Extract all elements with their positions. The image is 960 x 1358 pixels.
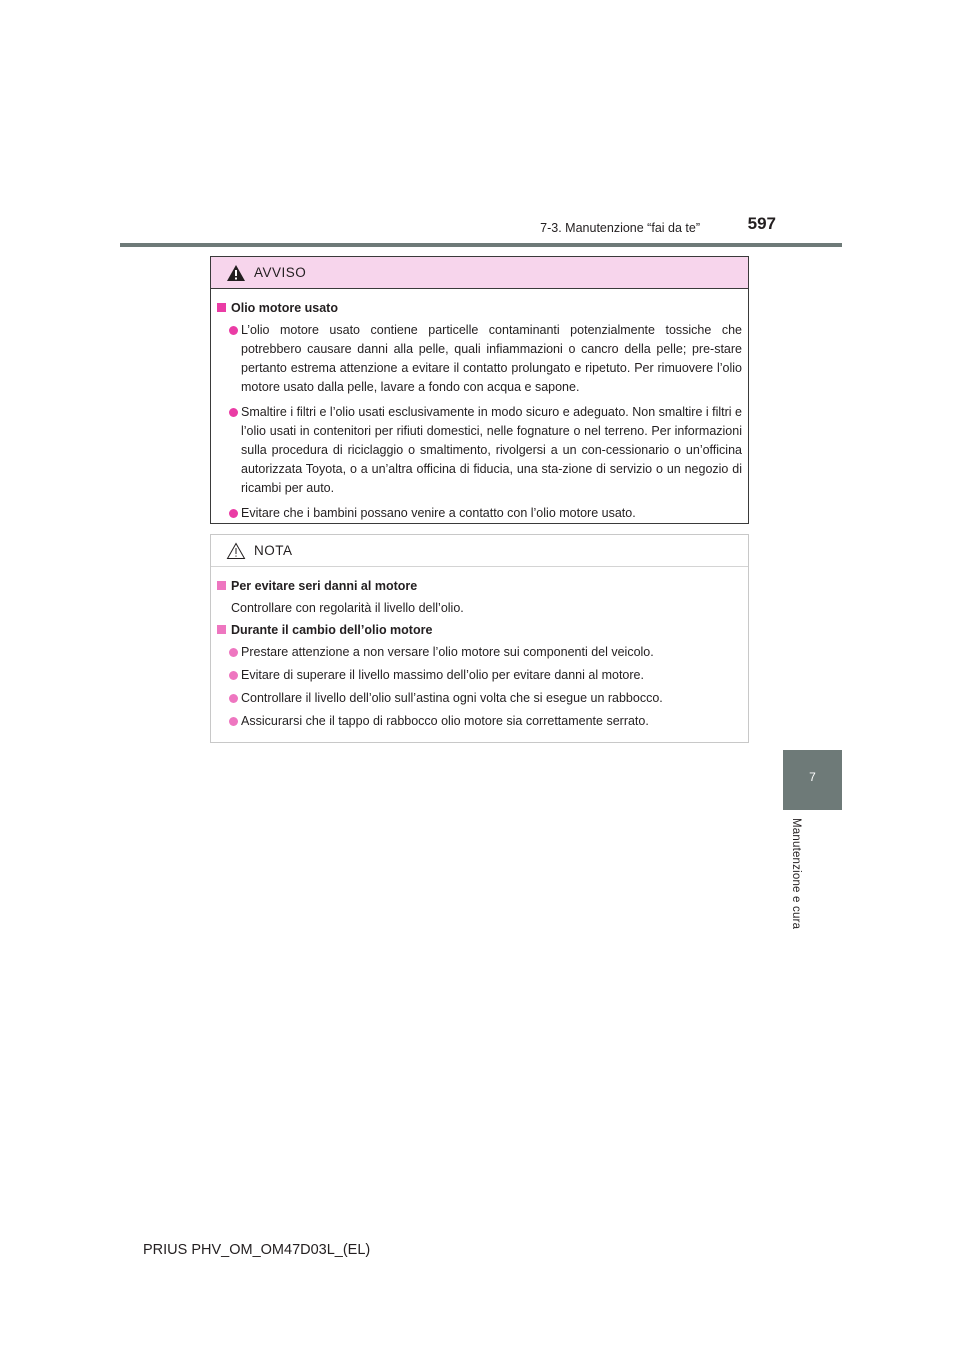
note-heading-text: Durante il cambio dell’olio motore (231, 623, 433, 637)
list-item (217, 504, 742, 523)
warning-heading (217, 299, 742, 318)
note-text: Controllare con regolarità il livello dell’olio. (231, 601, 464, 615)
section-title: 7-3. Manutenzione “fai da te” (540, 221, 700, 235)
round-bullet-icon (229, 326, 238, 335)
warning-box (210, 256, 749, 524)
chapter-number: 7 (809, 770, 816, 784)
list-item (217, 712, 742, 731)
chapter-label: Manutenzione e cura (790, 818, 802, 930)
caution-triangle-outline-icon (226, 542, 246, 560)
note-heading-1 (217, 577, 742, 596)
round-bullet-icon (229, 694, 238, 703)
note-title: NOTA (254, 543, 293, 558)
note-heading-text: Per evitare seri danni al motore (231, 579, 418, 593)
warning-triangle-icon (226, 264, 246, 282)
header-divider (120, 243, 842, 247)
list-item (217, 689, 742, 708)
warning-title: AVVISO (254, 265, 307, 280)
list-item (217, 403, 742, 498)
page-number: 597 (747, 214, 776, 233)
square-bullet-icon (217, 303, 226, 312)
list-item-text: Assicurarsi che il tappo di rabbocco olio motore sia correttamente serrato. (241, 714, 649, 728)
round-bullet-icon (229, 648, 238, 657)
note-header (211, 535, 748, 567)
list-item-text: Evitare di superare il livello massimo dell’olio per evitare danni al motore. (241, 668, 644, 682)
list-item (217, 321, 742, 397)
round-bullet-icon (229, 408, 238, 417)
square-bullet-icon (217, 625, 226, 634)
list-item-text: L’olio motore usato contiene particelle contaminanti potenzialmente tossiche che potrebbero causare danni alla pelle, quali infiammazioni o cancro della pelle; pre-stare pertanto estrema attenzione a evitare il contatto prolungato e ripetuto. Per rimuovere l’olio motore usato dalla pelle, lavare a fondo con acqua e sapone. (241, 323, 742, 394)
round-bullet-icon (229, 671, 238, 680)
chapter-tab (783, 750, 842, 810)
list-item-text: Controllare il livello dell’olio sull’astina ogni volta che si esegue un rabbocco. (241, 691, 663, 705)
list-item-text: Smaltire i filtri e l’olio usati esclusivamente in modo sicuro e adeguato. Non smaltire i filtri e l’olio usati in contenitori per rifiuti domestici, nelle fognature o nel terreno. Per informazioni sulla procedura di riciclaggio o smaltimento, rivolgersi a un con-cessionario o un’officina autorizzata Toyota, o a un’altra officina di fiducia, una sta-zione di servizio o un negozio di ricambi per auto. (241, 405, 742, 495)
note-heading-2 (217, 621, 742, 640)
note-box (210, 534, 749, 743)
note-body (211, 567, 748, 731)
list-item-text: Prestare attenzione a non versare l’olio motore sui componenti del veicolo. (241, 645, 654, 659)
list-item (217, 643, 742, 662)
warning-body (211, 289, 748, 523)
warning-heading-text: Olio motore usato (231, 301, 338, 315)
list-item (217, 666, 742, 685)
round-bullet-icon (229, 509, 238, 518)
round-bullet-icon (229, 717, 238, 726)
square-bullet-icon (217, 581, 226, 590)
list-item-text: Evitare che i bambini possano venire a contatto con l’olio motore usato. (241, 506, 636, 520)
warning-header (211, 257, 748, 289)
document-code: PRIUS PHV_OM_OM47D03L_(EL) (143, 1242, 371, 1258)
